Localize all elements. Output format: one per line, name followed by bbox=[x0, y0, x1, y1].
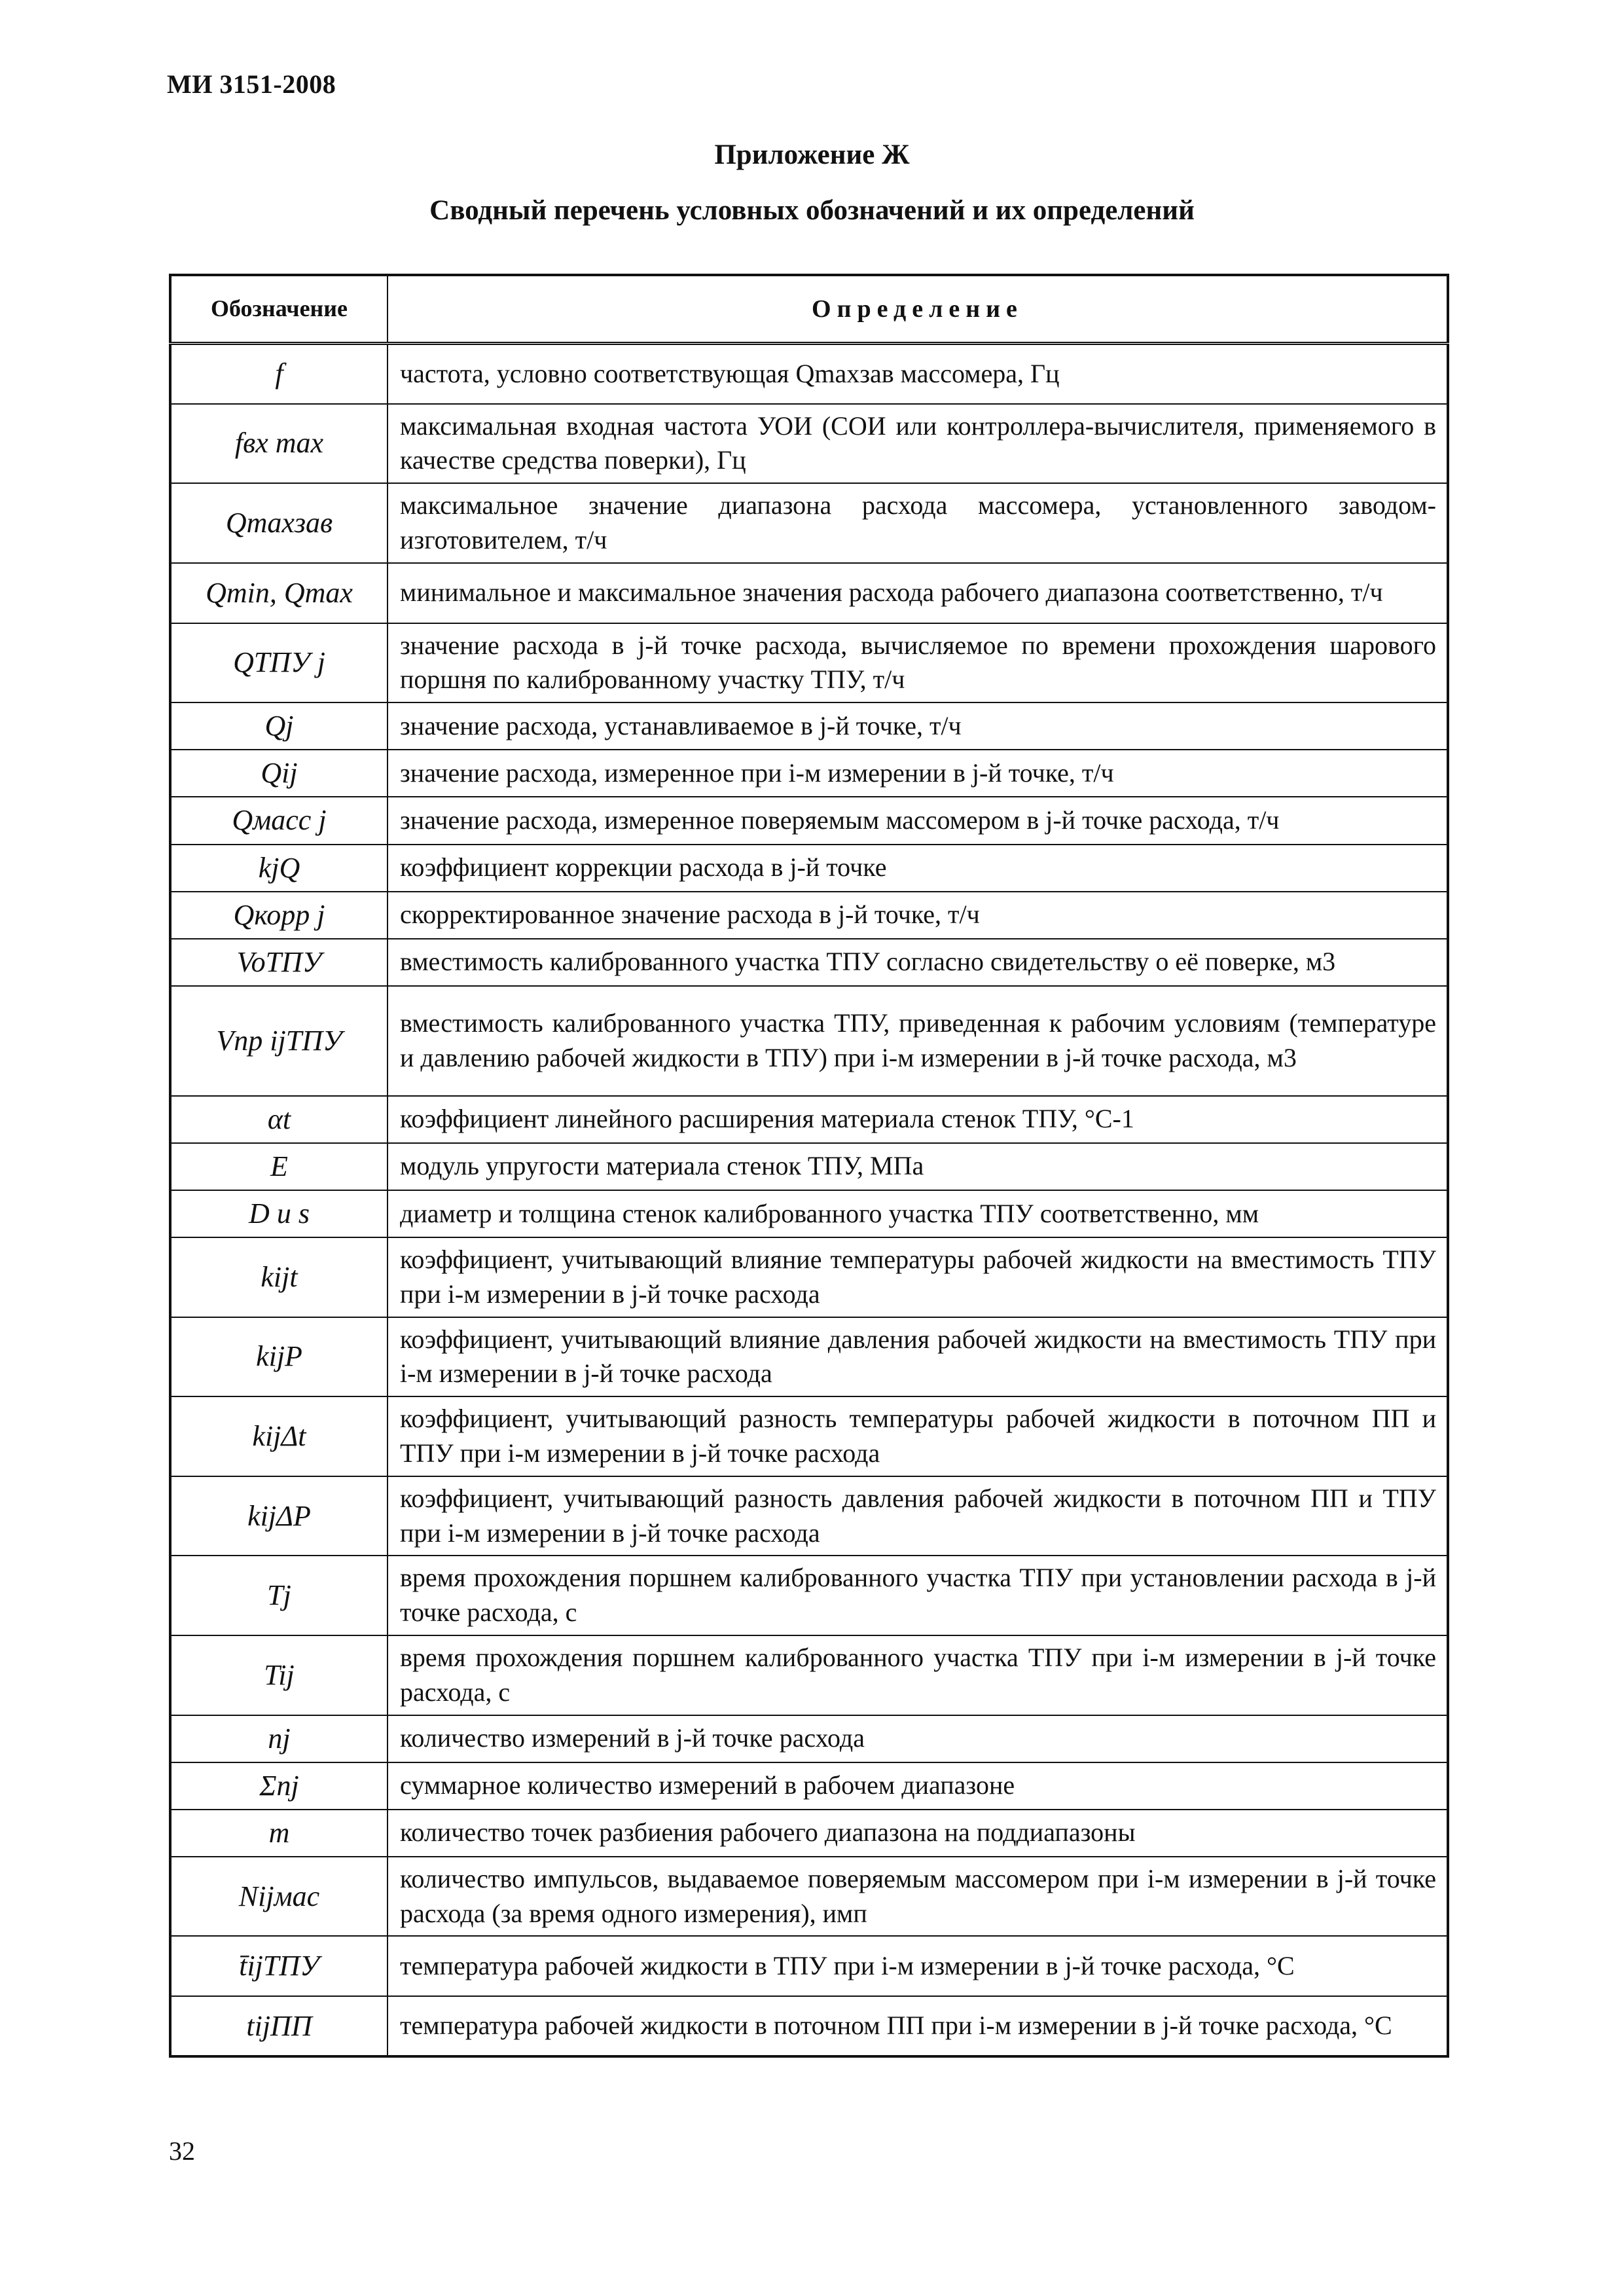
table-row bbox=[170, 1476, 1448, 1556]
definition-cell: модуль упругости материала стенок ТПУ, МПа bbox=[388, 1143, 1448, 1190]
symbol-cell: Qmaxзав bbox=[170, 483, 388, 563]
definition-cell: вместимость калиброванного участка ТПУ, приведенная к рабочим условиям (температуре и давлению рабочей жидкости в ТПУ) при i-м измерении в j-й точке расхода, м3 bbox=[388, 986, 1448, 1096]
definition-cell: максимальная входная частота УОИ (СОИ или контроллера-вычислителя, применяемого в качестве средства поверки), Гц bbox=[388, 404, 1448, 484]
definition-cell: температура рабочей жидкости в ТПУ при i-м измерении в j-й точке расхода, °С bbox=[388, 1936, 1448, 1996]
appendix-title: Приложение Ж bbox=[714, 139, 910, 170]
table-row bbox=[170, 483, 1448, 563]
definition-cell: температура рабочей жидкости в поточном ПП при i-м измерении в j-й точке расхода, °С bbox=[388, 1996, 1448, 2056]
table-row bbox=[170, 1715, 1448, 1762]
definition-cell: диаметр и толщина стенок калиброванного участка ТПУ соответственно, мм bbox=[388, 1190, 1448, 1237]
symbol-cell: Vпр ijТПУ bbox=[170, 986, 388, 1096]
table-row bbox=[170, 939, 1448, 986]
symbol-cell: Qmin, Qmax bbox=[170, 563, 388, 623]
symbol-cell: Qj bbox=[170, 702, 388, 750]
table-row bbox=[170, 797, 1448, 844]
definition-cell: частота, условно соответствующая Qmaxзав массомера, Гц bbox=[388, 344, 1448, 404]
symbol-cell: Qмасс j bbox=[170, 797, 388, 844]
definition-cell: значение расхода, измеренное при i-м измерении в j-й точке, т/ч bbox=[388, 750, 1448, 797]
symbol-cell: Nijмас bbox=[170, 1857, 388, 1937]
table-row bbox=[170, 1317, 1448, 1397]
symbol-cell: m bbox=[170, 1810, 388, 1857]
table-row bbox=[170, 623, 1448, 703]
definition-cell: скорректированное значение расхода в j-й точке, т/ч bbox=[388, 892, 1448, 939]
symbol-cell: tijПП bbox=[170, 1996, 388, 2056]
table-row bbox=[170, 1237, 1448, 1317]
symbol-cell: Qij bbox=[170, 750, 388, 797]
symbol-cell: αt bbox=[170, 1096, 388, 1143]
definition-cell: коэффициент коррекции расхода в j-й точке bbox=[388, 845, 1448, 892]
symbol-cell: nj bbox=[170, 1715, 388, 1762]
appendix-subtitle: Сводный перечень условных обозначений и их определений bbox=[429, 195, 1195, 226]
definition-cell: вместимость калиброванного участка ТПУ согласно свидетельству о её поверке, м3 bbox=[388, 939, 1448, 986]
table-row bbox=[170, 1996, 1448, 2056]
column-header-symbol: Обозначение bbox=[170, 275, 388, 344]
table-row bbox=[170, 845, 1448, 892]
symbol-cell: kijt bbox=[170, 1237, 388, 1317]
table-row bbox=[170, 986, 1448, 1096]
table-row bbox=[170, 563, 1448, 623]
table-row bbox=[170, 404, 1448, 484]
symbol-cell: kjQ bbox=[170, 845, 388, 892]
symbols-table bbox=[169, 274, 1449, 2058]
table-row bbox=[170, 1190, 1448, 1237]
table-row bbox=[170, 344, 1448, 404]
symbol-cell: E bbox=[170, 1143, 388, 1190]
table-row bbox=[170, 750, 1448, 797]
symbol-cell: Tj bbox=[170, 1556, 388, 1635]
symbol-cell: Tij bbox=[170, 1635, 388, 1715]
symbol-cell: t̄ijТПУ bbox=[170, 1936, 388, 1996]
symbol-cell: kijΔt bbox=[170, 1396, 388, 1476]
definition-cell: максимальное значение диапазона расхода массомера, установленного заводом-изготовителем, т/ч bbox=[388, 483, 1448, 563]
definition-cell: количество точек разбиения рабочего диапазона на поддиапазоны bbox=[388, 1810, 1448, 1857]
symbol-cell: Σnj bbox=[170, 1762, 388, 1810]
definition-cell: коэффициент, учитывающий влияние температуры рабочей жидкости на вместимость ТПУ при i-м измерении в j-й точке расхода bbox=[388, 1237, 1448, 1317]
definition-cell: минимальное и максимальное значения расхода рабочего диапазона соответственно, т/ч bbox=[388, 563, 1448, 623]
definition-cell: время прохождения поршнем калиброванного участка ТПУ при i-м измерении в j-й точке расхода, с bbox=[388, 1635, 1448, 1715]
table-row bbox=[170, 1556, 1448, 1635]
symbol-cell: kijP bbox=[170, 1317, 388, 1397]
definition-cell: количество импульсов, выдаваемое поверяемым массомером при i-м измерении в j-й точке расхода (за время одного измерения), имп bbox=[388, 1857, 1448, 1937]
table-row bbox=[170, 1857, 1448, 1937]
symbol-cell: kijΔP bbox=[170, 1476, 388, 1556]
definition-cell: значение расхода, измеренное поверяемым массомером в j-й точке расхода, т/ч bbox=[388, 797, 1448, 844]
symbol-cell: Qкорр j bbox=[170, 892, 388, 939]
definition-cell: коэффициент, учитывающий влияние давления рабочей жидкости на вместимость ТПУ при i-м измерении в j-й точке расхода bbox=[388, 1317, 1448, 1397]
symbols-table-container bbox=[169, 274, 1447, 2058]
table-body bbox=[170, 344, 1448, 2057]
definition-cell: суммарное количество измерений в рабочем диапазоне bbox=[388, 1762, 1448, 1810]
table-row bbox=[170, 1143, 1448, 1190]
table-row bbox=[170, 702, 1448, 750]
symbol-cell: QТПУ j bbox=[170, 623, 388, 703]
table-row bbox=[170, 892, 1448, 939]
table-row bbox=[170, 1635, 1448, 1715]
table-row bbox=[170, 1396, 1448, 1476]
table-header-row bbox=[170, 275, 1448, 344]
symbol-cell: D и s bbox=[170, 1190, 388, 1237]
table-row bbox=[170, 1096, 1448, 1143]
page-number: 32 bbox=[169, 2136, 195, 2166]
column-header-definition: Определение bbox=[388, 275, 1448, 344]
table-row bbox=[170, 1936, 1448, 1996]
definition-cell: время прохождения поршнем калиброванного участка ТПУ при установлении расхода в j-й точке расхода, с bbox=[388, 1556, 1448, 1635]
definition-cell: коэффициент, учитывающий разность температуры рабочей жидкости в поточном ПП и ТПУ при i-м измерении в j-й точке расхода bbox=[388, 1396, 1448, 1476]
symbol-cell: f bbox=[170, 344, 388, 404]
symbol-cell: VoТПУ bbox=[170, 939, 388, 986]
definition-cell: коэффициент линейного расширения материала стенок ТПУ, °С-1 bbox=[388, 1096, 1448, 1143]
symbol-cell: fвх max bbox=[170, 404, 388, 484]
definition-cell: значение расхода, устанавливаемое в j-й точке, т/ч bbox=[388, 702, 1448, 750]
definition-cell: коэффициент, учитывающий разность давления рабочей жидкости в поточном ПП и ТПУ при i-м измерении в j-й точке расхода bbox=[388, 1476, 1448, 1556]
definition-cell: количество измерений в j-й точке расхода bbox=[388, 1715, 1448, 1762]
table-row bbox=[170, 1810, 1448, 1857]
document-code: МИ 3151-2008 bbox=[167, 69, 336, 99]
definition-cell: значение расхода в j-й точке расхода, вычисляемое по времени прохождения шарового поршня по калиброванному участку ТПУ, т/ч bbox=[388, 623, 1448, 703]
table-row bbox=[170, 1762, 1448, 1810]
